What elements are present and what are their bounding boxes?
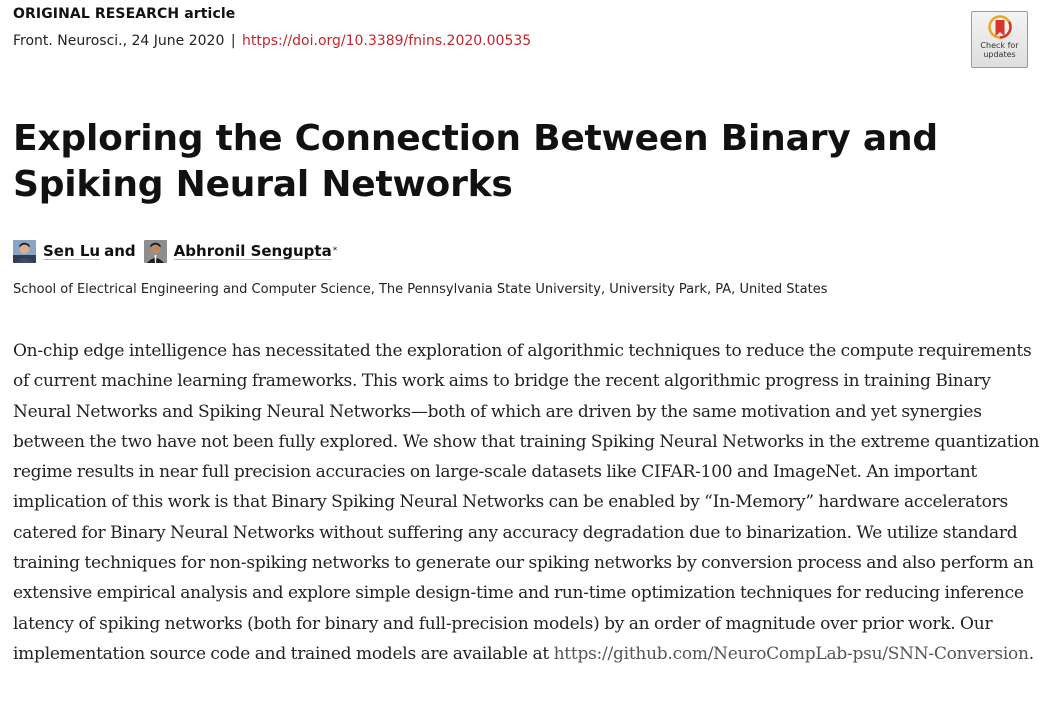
author-avatar-abhronil-sengupta[interactable] (144, 240, 167, 263)
badge-label-line2: updates (983, 50, 1016, 59)
abstract-end: . (1028, 643, 1034, 664)
article-meta (13, 33, 531, 49)
author-affiliation: School of Electrical Engineering and Computer Science, The Pennsylvania State University, University Park, PA, United States (13, 282, 828, 297)
corresponding-author-mark: * (332, 246, 338, 256)
doi-link[interactable]: https://doi.org/10.3389/fnins.2020.00535 (241, 33, 532, 49)
abstract-text: On-chip edge intelligence has necessitated the exploration of algorithmic techniques to reduce the compute requirements of current machine learning frameworks. This work aims to bridge the recent algorithmic progress in training Binary Neural Networks and Spiking Neural Networks—both of which are driven by the same motivation and yet synergies between the two have not been fully explored. We show that training Spiking Neural Networks in the extreme quantization regime results in near full precision accuracies on large-scale datasets like CIFAR-100 and ImageNet. An important implication of this work is that Binary Spiking Neural Networks can be enabled by “In-Memory” hardware accelerators catered for Binary Neural Networks without suffering any accuracy degradation due to binarization. We utilize standard training techniques for non-spiking networks to generate our spiking networks by conversion process and also perform an extensive empirical analysis and explore simple design-time and run-time optimization techniques for reducing inference latency of spiking networks (both for binary and full-precision models) by an order of magnitude over prior work. Our implementation source code and trained models are available at (13, 341, 1040, 664)
badge-label-line1: Check for (980, 41, 1019, 50)
author-list (13, 238, 337, 264)
author-avatar-sen-lu[interactable] (13, 240, 36, 263)
article-type-label: ORIGINAL RESEARCH article (13, 6, 236, 22)
check-for-updates-icon (988, 15, 1012, 41)
abstract-paragraph (13, 336, 1043, 669)
avatar-photo-icon (144, 240, 167, 263)
article-title: Exploring the Connection Between Binary and Spiking Neural Networks (13, 118, 938, 205)
journal-date: Front. Neurosci., 24 June 2020 (13, 33, 225, 49)
author-conjunction: and (104, 242, 136, 260)
avatar-photo-icon (13, 240, 36, 263)
check-for-updates-badge[interactable] (971, 11, 1028, 68)
author-name-sen-lu[interactable]: Sen Lu (43, 242, 101, 260)
github-repo-link[interactable]: https://github.com/NeuroCompLab-psu/SNN-Conversion (553, 643, 1029, 664)
author-name-abhronil-sengupta[interactable]: Abhronil Sengupta (173, 242, 332, 260)
meta-separator: | (230, 33, 236, 49)
